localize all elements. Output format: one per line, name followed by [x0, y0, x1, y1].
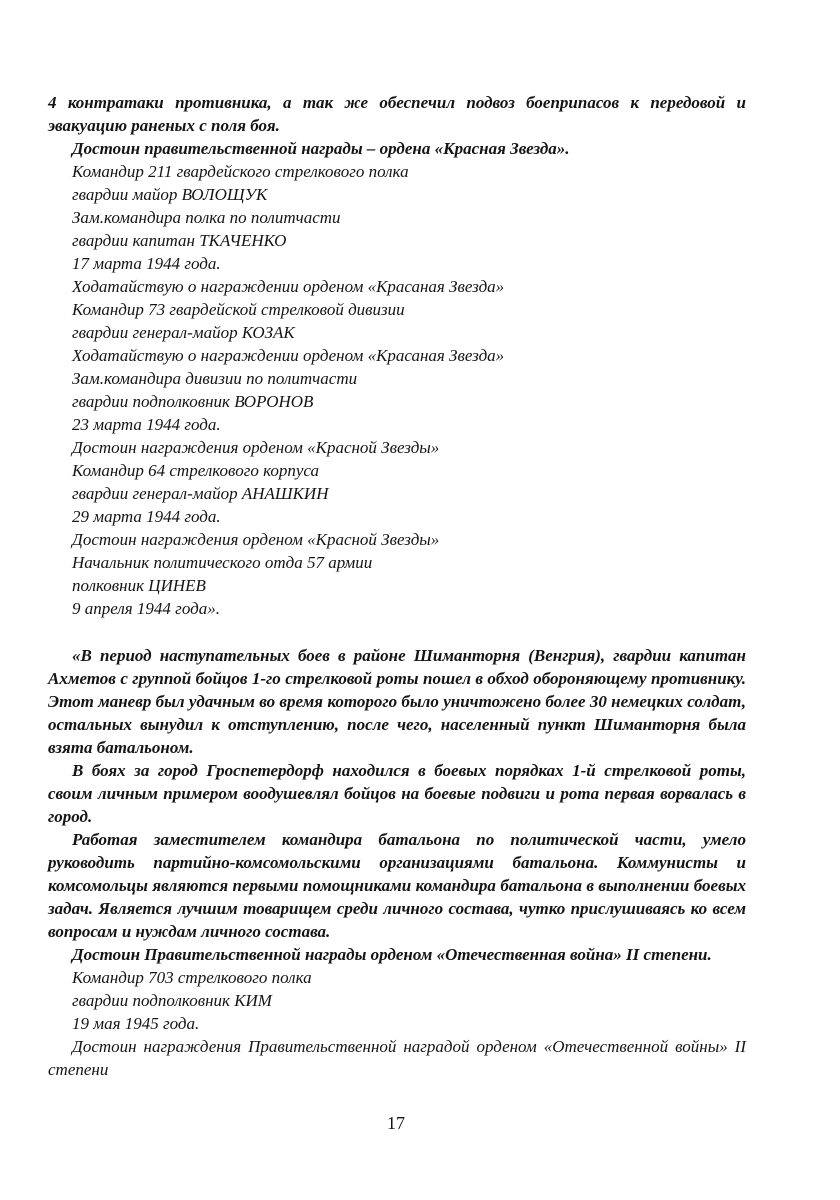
signature-line: Командир 64 стрелкового корпуса	[72, 461, 320, 480]
signature-line: 9 апреля 1944 года».	[72, 599, 220, 618]
paragraph-text: «В период наступательных боев в районе Шиманторня (Венгрия), гвардии капитан Ахметов с группой бойцов 1-го стрелковой роты пошел в обход обороняющему противнику. Этот маневр был удачным во время которого было уничтожено более 30 немецких солдат, остальных вынудил к отступлению, после чего, населенный пункт Шиманторня была взята батальоном.	[48, 646, 746, 757]
paragraph-lead: 4 контратаки противника, а так же обеспечил подвоз боеприпасов к передовой и эвакуацию раненых с поля боя.	[48, 93, 746, 135]
signature-line: Командир 703 стрелкового полка	[72, 968, 312, 987]
paragraph-text: В боях за город Гроспетердорф находился в боевых порядках 1-й стрелковой роты, своим личным примером воодушевлял бойцов на боевые подвиги и рота первая ворвалась в город.	[48, 761, 746, 826]
signature-line: 17 марта 1944 года.	[72, 254, 221, 273]
paragraph-text: Работая заместителем командира батальона по политической части, умело руководить партийно-комсомольскими организациями батальона. Коммунисты и комсомольцы являются первыми помощниками командира батальона в выполнении боевых задач. Является лучшим товарищем среди личного состава, чутко прислушиваясь ко всем вопросам и нуждам личного состава.	[48, 830, 746, 941]
signature-line: Ходатайствую о награждении орденом «Красаная Звезда»	[72, 346, 505, 365]
signature-line: Зам.командира дивизии по политчасти	[72, 369, 358, 388]
signature-line: гвардии капитан ТКАЧЕНКО	[72, 231, 287, 250]
signature-line: гвардии генерал-майор АНАШКИН	[72, 484, 329, 503]
signature-line: Ходатайствую о награждении орденом «Красаная Звезда»	[72, 277, 505, 296]
signature-line: гвардии подполковник КИМ	[72, 991, 272, 1010]
signature-line: полковник ЦИНЕВ	[72, 576, 206, 595]
signature-line: Командир 211 гвардейского стрелкового полка	[72, 162, 409, 181]
signature-line: гвардии подполковник ВОРОНОВ	[72, 392, 314, 411]
signature-line: гвардии генерал-майор КОЗАК	[72, 323, 295, 342]
signature-line: гвардии майор ВОЛОЩУК	[72, 185, 268, 204]
page-number: 17	[387, 1113, 405, 1133]
signature-line: Командир 73 гвардейской стрелковой дивизии	[72, 300, 405, 319]
signature-line: Достоин награждения орденом «Красной Звезды»	[72, 438, 440, 457]
paragraph-award: Достоин Правительственной награды орденом «Отечественная война» II степени.	[72, 945, 712, 964]
signature-line: Начальник политического отда 57 армии	[72, 553, 373, 572]
signature-line: 19 мая 1945 года.	[72, 1014, 200, 1033]
signature-line: 23 марта 1944 года.	[72, 415, 221, 434]
paragraph-award: Достоин правительственной награды – ордена «Красная Звезда».	[72, 139, 570, 158]
award-record-1945	[48, 644, 746, 1081]
signature-line: Зам.командира полка по политчасти	[72, 208, 341, 227]
award-record-1943	[48, 91, 746, 620]
closing-line: Достоин награждения Правительственной наградой орденом «Отечественной войны» II степени	[48, 1037, 746, 1079]
signature-line: 29 марта 1944 года.	[72, 507, 221, 526]
signature-line: Достоин награждения орденом «Красной Звезды»	[72, 530, 440, 549]
